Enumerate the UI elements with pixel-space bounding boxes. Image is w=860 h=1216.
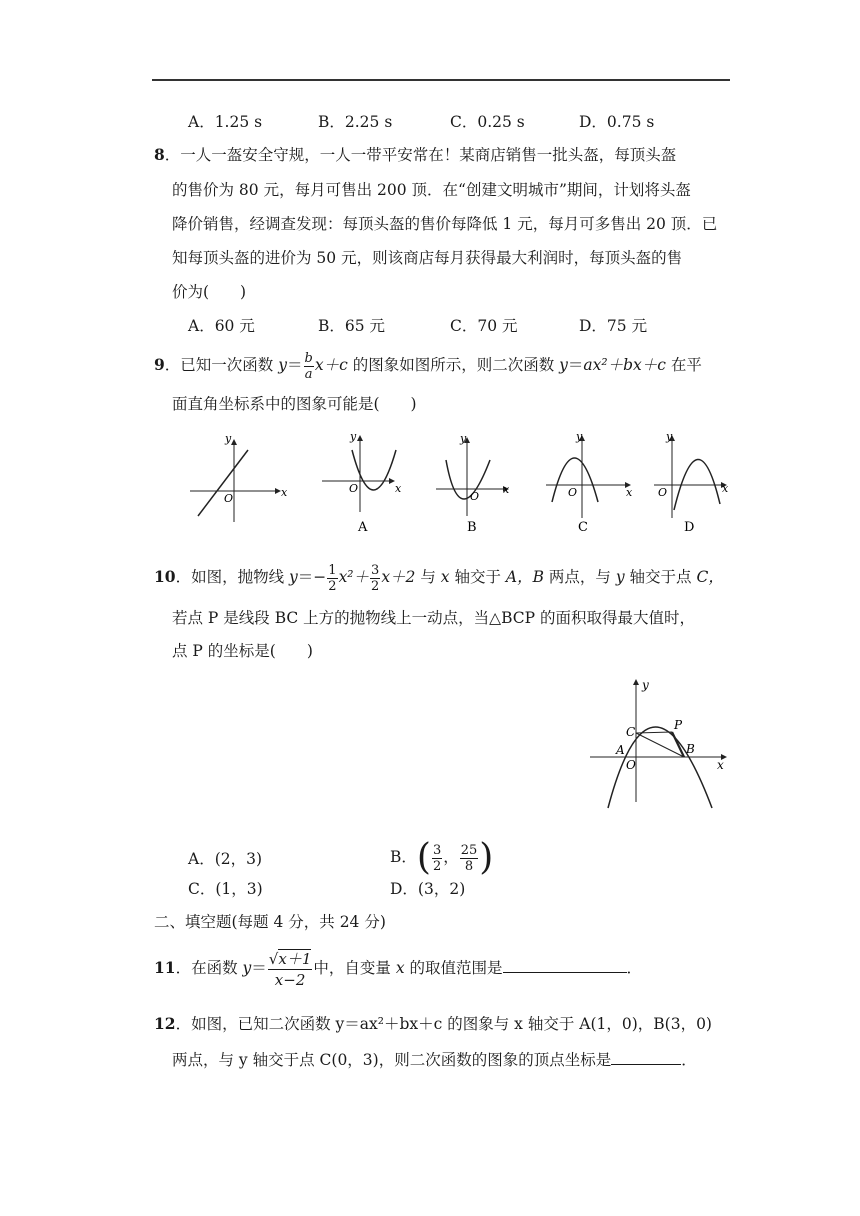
q8-line-2: 的售价为 80 元，每月可售出 200 顶．在“创建文明城市”期间，计划将头盔 xyxy=(172,181,691,199)
math-y: y xyxy=(242,959,252,977)
origin-label: O xyxy=(224,492,234,505)
q8-option-d: D．75 元 xyxy=(579,317,648,335)
q8-line-3: 降价销售，经调查发现：每顶头盔的售价每降低 1 元，每月可多售出 20 顶．已 xyxy=(172,215,718,233)
graph-option-a xyxy=(322,430,402,535)
q12-line-1 xyxy=(154,1014,712,1034)
fraction-three-halves xyxy=(432,843,442,874)
frac-den: 2 xyxy=(371,578,380,594)
frac-num: 3 xyxy=(371,562,380,578)
fraction-b-over-a xyxy=(304,351,314,382)
q10-option-a: A．(2，3) xyxy=(188,850,263,868)
graph-label-a: A xyxy=(358,520,368,535)
q11-text: 的取值范围是 xyxy=(404,959,503,977)
fraction-25-over-8 xyxy=(460,843,479,874)
q10-text: 轴交于 xyxy=(449,568,506,586)
graph-label-c: C xyxy=(578,520,588,535)
math-term: x²＋ xyxy=(338,568,370,586)
q9-line-2: 面直角坐标系中的图象可能是( ) xyxy=(172,395,417,413)
math-eq: ＝ xyxy=(287,356,303,374)
q10-text: 轴交于点 xyxy=(624,568,697,586)
linear-graph xyxy=(190,432,288,522)
q7-option-c: C．0.25 s xyxy=(450,113,525,131)
q12-text-2: 两点，与 y 轴交于点 C(0，3)，则二次函数的图象的顶点坐标是 xyxy=(172,1051,612,1069)
q8-option-a: A．60 元 xyxy=(188,317,255,335)
graph-label-b: B xyxy=(467,520,477,535)
fraction-one-half xyxy=(327,563,337,594)
frac-den: 2 xyxy=(328,578,337,594)
origin-label: O xyxy=(349,482,359,495)
q9-graphs xyxy=(190,430,730,540)
frac-num: b xyxy=(304,350,313,366)
math-term: x＋c xyxy=(314,356,348,374)
q12-text-end: ． xyxy=(681,1051,697,1069)
axis-label-y: y xyxy=(225,432,232,445)
q10-line-1 xyxy=(154,560,724,594)
fraction-three-halves xyxy=(370,563,380,594)
math-quadratic: ax²＋bx＋c xyxy=(583,356,666,374)
paren-left: ( xyxy=(416,837,431,878)
point-c-label: C xyxy=(626,725,636,739)
q11-text: ．在函数 xyxy=(175,959,243,977)
math-eq: ＝ xyxy=(251,959,267,977)
frac-den: 8 xyxy=(464,858,474,874)
axis-label-y: y xyxy=(460,432,467,445)
q10-text: 与 xyxy=(415,568,441,586)
q10-option-c: C．(1，3) xyxy=(188,880,263,898)
axis-label-x: x xyxy=(281,486,288,499)
frac-den: 2 xyxy=(432,858,442,874)
q12-line-2 xyxy=(172,1049,697,1070)
math-y: y xyxy=(278,356,287,374)
frac-num: 1 xyxy=(328,562,337,578)
q8-line-5: 价为( ) xyxy=(172,283,247,301)
axis-label-x: x xyxy=(503,483,510,496)
frac-den: a xyxy=(304,366,313,382)
axis-label-x: x xyxy=(722,482,729,495)
math-eq: ＝− xyxy=(297,568,327,586)
origin-label: O xyxy=(626,758,636,772)
q11-text: ． xyxy=(626,959,643,977)
q7-option-a: A．1.25 s xyxy=(188,113,263,131)
fraction-sqrt xyxy=(268,949,313,990)
header-rule xyxy=(152,79,730,81)
q10-text: 两点，与 xyxy=(543,568,616,586)
graph-option-b xyxy=(436,432,510,535)
q9-text: 在平 xyxy=(665,356,702,374)
math-x: x xyxy=(395,959,405,977)
axis-label-x: x xyxy=(626,486,633,499)
axis-label-y: y xyxy=(576,430,583,443)
q10-figure xyxy=(588,676,738,816)
sqrt-radicand: x＋1 xyxy=(278,949,312,968)
origin-label: O xyxy=(568,486,578,499)
q11-line xyxy=(154,946,642,990)
q10-number: 10 xyxy=(154,567,176,586)
q8-option-b: B．65 元 xyxy=(318,317,386,335)
section-heading: 二、填空题(每题 4 分，共 24 分) xyxy=(154,913,386,931)
q8-line-4: 知每顶头盔的进价为 50 元，则该商店每月获得最大利润时，每顶头盔的售 xyxy=(172,249,683,267)
axis-label-y: y xyxy=(642,678,649,692)
q9-line-1 xyxy=(154,348,702,382)
graph-option-d xyxy=(654,430,729,535)
answer-blank[interactable] xyxy=(611,1049,681,1065)
option-prefix: B． xyxy=(390,848,417,866)
frac-den: x−2 xyxy=(274,970,306,989)
math-y: y xyxy=(289,568,298,586)
math-points: A，B xyxy=(505,568,544,586)
math-x: x xyxy=(440,568,450,586)
q10-option-b: B．( $\frac{3}{2}$ ， $\frac{25}{8}$ ) xyxy=(390,837,494,878)
point-b-label: B xyxy=(686,742,695,756)
origin-label: O xyxy=(470,490,480,503)
frac-num: 3 xyxy=(432,842,442,858)
q12-number: 12 xyxy=(154,1014,176,1033)
point-a-label: A xyxy=(616,743,625,757)
paren-right: ) xyxy=(479,837,494,878)
axis-label-x: x xyxy=(717,758,724,772)
q7-option-d: D．0.75 s xyxy=(579,113,655,131)
q8-number: 8 xyxy=(154,145,165,164)
q11-text: 中，自变量 xyxy=(313,959,396,977)
q8-option-c: C．70 元 xyxy=(450,317,518,335)
q10-text: ．如图，抛物线 xyxy=(175,568,290,586)
axis-label-y: y xyxy=(666,430,673,443)
q8-text-1: ．一人一盔安全守规，一人一带平安常在！某商店销售一批头盔，每顶头盔 xyxy=(164,146,677,164)
q10-option-d: D．(3，2) xyxy=(390,880,466,898)
sqrt-sign: √ xyxy=(268,949,279,968)
q9-number: 9 xyxy=(154,355,165,374)
q10-line-3: 点 P 的坐标是( ) xyxy=(172,642,313,660)
q7-option-b: B．2.25 s xyxy=(318,113,393,131)
axis-label-y: y xyxy=(350,430,357,443)
math-term: x＋2 xyxy=(381,568,416,586)
q9-text: ．已知一次函数 xyxy=(164,356,279,374)
origin-label: O xyxy=(658,486,668,499)
answer-blank[interactable] xyxy=(503,957,627,973)
frac-num: 25 xyxy=(460,842,478,858)
q10-line-2: 若点 P 是线段 BC 上方的抛物线上一动点，当△BCP 的面积取得最大值时， xyxy=(172,609,695,627)
graph-option-c xyxy=(546,430,633,535)
point-p-label: P xyxy=(674,718,683,732)
q9-text: 的图象如图所示，则二次函数 xyxy=(347,356,560,374)
math-eq: ＝ xyxy=(567,356,584,374)
q8-line-1 xyxy=(154,145,676,165)
q11-number: 11 xyxy=(154,958,176,977)
axis-label-x: x xyxy=(395,482,402,495)
math-y: y xyxy=(615,568,625,586)
sqrt-expression xyxy=(268,949,313,970)
graph-label-d: D xyxy=(684,520,695,535)
math-y: y xyxy=(559,356,568,374)
q12-text-1: ．如图，已知二次函数 y＝ax²＋bx＋c 的图象与 x 轴交于 A(1，0)，B(3，0) xyxy=(175,1015,712,1033)
math-point-c: C， xyxy=(696,568,724,586)
